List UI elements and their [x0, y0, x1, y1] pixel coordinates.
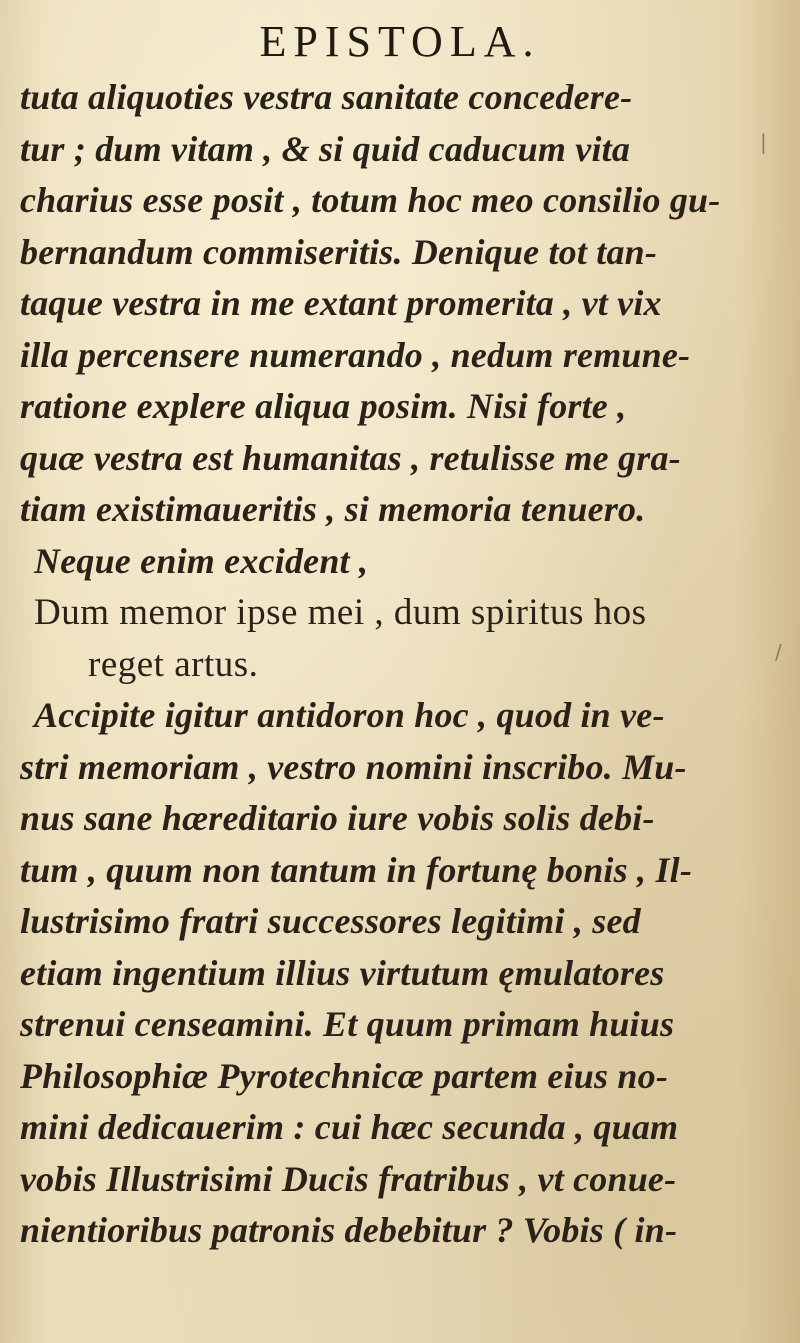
text-line: quæ vestra est humanitas , retulisse me gra- — [20, 437, 681, 478]
verse-line: Dum memor ipse mei , dum spiritus hos — [34, 592, 647, 633]
text-line: tuta aliquoties vestra sanitate concedere- — [20, 77, 633, 117]
text-line: taque vestra in me extant promerita , vt vix — [20, 283, 662, 323]
text-line: tiam existimaueritis , si memoria tenuero. — [20, 489, 646, 529]
text-line: vobis Illustrisimi Ducis fratribus , vt conue- — [20, 1158, 677, 1199]
text-line: tum , quum non tantum in fortunę bonis , Il- — [20, 849, 693, 890]
page-header: EPISTOLA. — [259, 17, 541, 66]
text-line: lustrisimo fratri successores legitimi , sed — [20, 901, 641, 941]
text-line: bernandum commiseritis. Denique tot tan- — [20, 231, 658, 272]
text-line: illa percensere numerando , nedum remune- — [20, 334, 691, 375]
text-line: charius esse posit , totum hoc meo consilio gu- — [20, 180, 721, 220]
text-line: etiam ingentium illius virtutum ęmulatores — [20, 952, 665, 993]
text-line: nus sane hæreditario iure vobis solis debi- — [20, 798, 655, 838]
margin-mark: / — [775, 640, 782, 664]
text-line: strenui censeamini. Et quum primam huius — [20, 1004, 675, 1044]
quote-intro-line: Neque enim excident , — [34, 540, 369, 581]
text-line: Accipite igitur antidoron hoc , quod in ve- — [34, 695, 665, 735]
text-line: nientioribus patronis debebitur ? Vobis ( in- — [20, 1210, 678, 1250]
text-line: ratione explere aliqua posim. Nisi forte , — [20, 386, 627, 426]
text-line: Philosophiæ Pyrotechnicæ partem eius no- — [20, 1055, 669, 1096]
text-line: tur ; dum vitam , & si quid caducum vita — [20, 128, 631, 169]
verse-line: reget artus. — [88, 643, 259, 685]
text-line: mini dedicauerim : cui hæc secunda , quam — [20, 1107, 679, 1147]
margin-mark: | — [760, 130, 767, 154]
body-text — [20, 72, 740, 1257]
text-line: stri memoriam , vestro nomini inscribo. Mu- — [20, 746, 687, 787]
